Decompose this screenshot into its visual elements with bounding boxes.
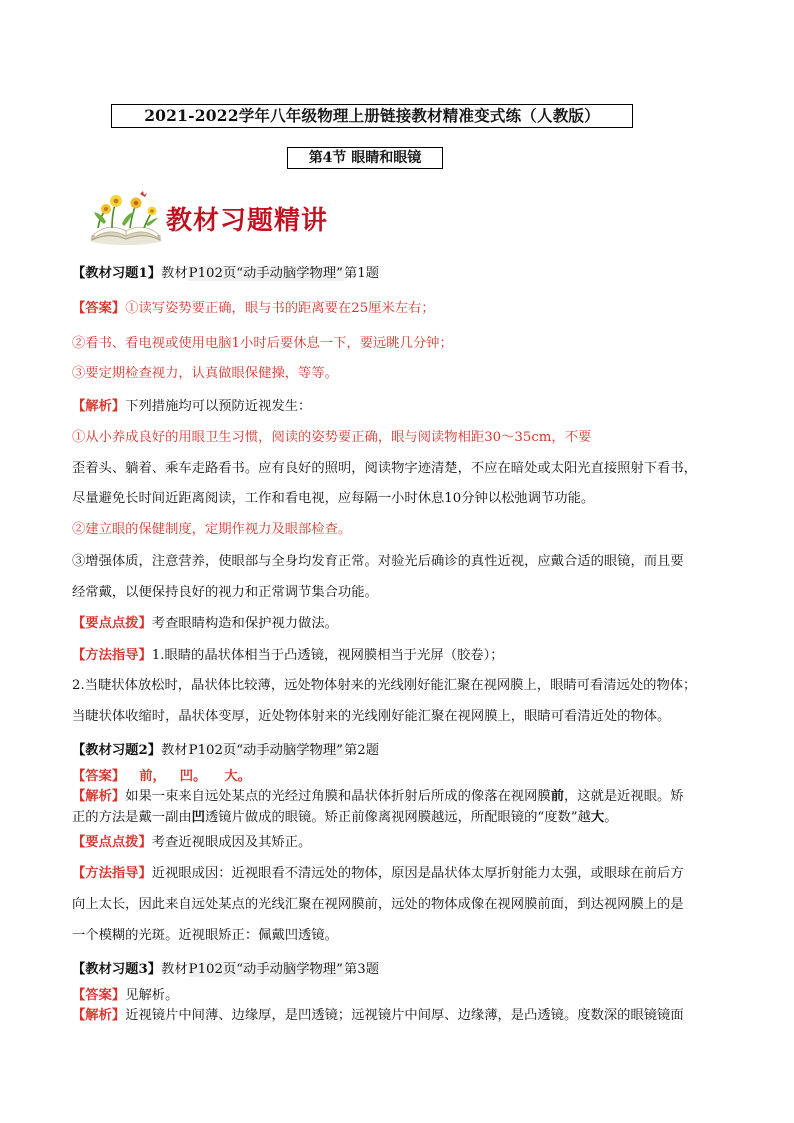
- q1-header: [72, 262, 379, 281]
- q3-ref-highlight: P102页“动手动脑学物理”: [188, 962, 343, 977]
- q2-header: [72, 739, 379, 758]
- q2-analysis-line-1: [72, 785, 684, 804]
- q1-analysis-line: [72, 395, 311, 414]
- q1-analysis-intro: 下列措施均可以预防近视发生：: [125, 399, 312, 414]
- q1-analysis-2: 歪着头、躺着、乘车走路看书。应有良好的照明，阅读物字迹清楚，不应在暗处或太阳光直接照射下看书，: [72, 461, 697, 476]
- section-banner: [86, 188, 386, 248]
- q2-analysis-2e: 。: [604, 810, 618, 825]
- q2-key-text: 考查近视眼成因及其矫正。: [151, 835, 312, 850]
- q1-method-3: 当睫状体收缩时，晶状体变厚，近处物体射来的光线刚好能汇聚在视网膜上，眼睛可看清近处的物体。: [72, 709, 671, 724]
- q1-ref-pre: 教材: [161, 266, 188, 281]
- q2-analysis-line-2: [72, 806, 617, 825]
- q1-method-tag: 【方法指导】: [72, 648, 152, 663]
- q2-analysis-2c: 透镜片做成的眼镜。矫正前像离视网膜越远，所配眼镜的“度数”越: [204, 810, 591, 825]
- q1-analysis-1: ①从小养成良好的用眼卫生习惯，阅读的姿势要正确，眼与阅读物相距30～35cm，不要: [72, 430, 592, 445]
- q1-answer-line-1: [72, 297, 435, 316]
- document-title: 2021-2022学年八年级物理上册链接教材精准变式练（人教版）: [111, 104, 633, 128]
- q1-analysis-tag: 【解析】: [72, 399, 126, 414]
- q3-tag: 【教材习题3】: [72, 962, 162, 977]
- q1-key-tag: 【要点点拨】: [72, 616, 152, 631]
- q3-analysis-line-1: [72, 1004, 684, 1023]
- q2-ref-pre: 教材: [161, 743, 188, 758]
- q2-answer-a: 前，: [139, 769, 166, 784]
- q1-method-2: 2.当睫状体放松时，晶状体比较薄，远处物体射来的光线刚好能汇聚在视网膜上，眼睛可看清远处的物体；: [72, 678, 697, 693]
- q1-analysis-4: ②建立眼的保健制度，定期作视力及眼部检查。: [72, 522, 352, 537]
- q1-method-line-1: [72, 644, 504, 663]
- q3-answer-line: [72, 984, 178, 1003]
- q3-answer-tag: 【答案】: [72, 988, 126, 1003]
- q1-ref-highlight: P102页“动手动脑学物理”: [188, 266, 343, 281]
- q1-answer-3: ③要定期检查视力，认真做眼保健操，等等。: [72, 366, 338, 381]
- q2-tag: 【教材习题2】: [72, 743, 162, 758]
- q3-ref-pre: 教材: [161, 962, 188, 977]
- q2-analysis-1a: 如果一束来自远处某点的光经过角膜和晶状体折射后所成的像落在视网膜: [125, 789, 551, 804]
- q1-method-1: 1.眼睛的晶状体相当于凸透镜，视网膜相当于光屏（胶卷）；: [151, 648, 504, 663]
- q2-analysis-2a: 正的方法是戴一副由: [72, 810, 192, 825]
- q1-key-point: [72, 612, 338, 631]
- q1-answer-2: ②看书、看电视或使用电脑1小时后要休息一下，要远眺几分钟；: [72, 336, 453, 351]
- q2-analysis-2d: 大: [590, 810, 605, 825]
- q3-analysis-tag: 【解析】: [72, 1008, 126, 1023]
- q1-analysis-5: ③增强体质，注意营养，使眼部与全身均发育正常。对验光后确诊的真性近视，应戴合适的眼镜，而且要: [72, 554, 684, 569]
- section-title: 第4节 眼睛和眼镜: [287, 147, 443, 169]
- q2-analysis-tag: 【解析】: [72, 789, 126, 804]
- q2-ref-post: 第2题: [343, 743, 379, 758]
- q2-key-point: [72, 831, 311, 850]
- banner-title: 教材习题精讲: [166, 206, 329, 236]
- open-book-flowers-icon: [86, 188, 166, 248]
- q2-answer-b: 凹。: [179, 769, 207, 784]
- q2-key-tag: 【要点点拨】: [72, 835, 152, 850]
- q3-analysis-1: 近视镜片中间薄、边缘厚，是凹透镜；远视镜片中间厚、边缘薄，是凸透镜。度数深的眼镜镜面: [125, 1008, 684, 1023]
- q2-analysis-1c: ，这就是近视眼。矫: [563, 789, 684, 804]
- q2-analysis-1b: 前: [550, 789, 564, 804]
- q2-method-tag: 【方法指导】: [72, 866, 152, 881]
- q2-method-line-1: [72, 862, 684, 881]
- q1-analysis-3: 尽量避免长时间近距离阅读，工作和看电视，应每隔一小时休息10分钟以松弛调节功能。: [72, 491, 595, 506]
- q2-method-1: 近视眼成因：近视眼看不清远处的物体，原因是晶状体太厚折射能力太强，或眼球在前后方: [151, 866, 684, 881]
- q2-answer-c: 大。: [224, 769, 251, 784]
- q3-ref-post: 第3题: [343, 962, 379, 977]
- q2-ref-highlight: P102页“动手动脑学物理”: [188, 743, 343, 758]
- q1-analysis-6: 经常戴，以便保持良好的视力和正常调节集合功能。: [72, 585, 378, 600]
- q1-answer-tag: 【答案】: [72, 301, 126, 316]
- q3-answer: 见解析。: [125, 988, 179, 1003]
- q1-tag: 【教材习题1】: [72, 266, 162, 281]
- q2-answer-tag: 【答案】: [72, 769, 126, 784]
- q1-ref-post: 第1题: [343, 266, 379, 281]
- q2-method-3: 一个模糊的光斑。近视眼矫正：佩戴凹透镜。: [72, 928, 338, 943]
- q2-method-2: 向上太长，因此来自远处某点的光线汇聚在视网膜前，远处的物体成像在视网膜前面，到达视网膜上的是: [72, 897, 684, 912]
- q3-header: [72, 958, 379, 977]
- q2-analysis-2b: 凹: [191, 810, 205, 825]
- q1-key-text: 考查眼睛构造和保护视力做法。: [151, 616, 338, 631]
- q2-answer-line: [72, 765, 251, 784]
- q1-answer-1: ①读写姿势要正确，眼与书的距离要在25厘米左右；: [125, 301, 435, 316]
